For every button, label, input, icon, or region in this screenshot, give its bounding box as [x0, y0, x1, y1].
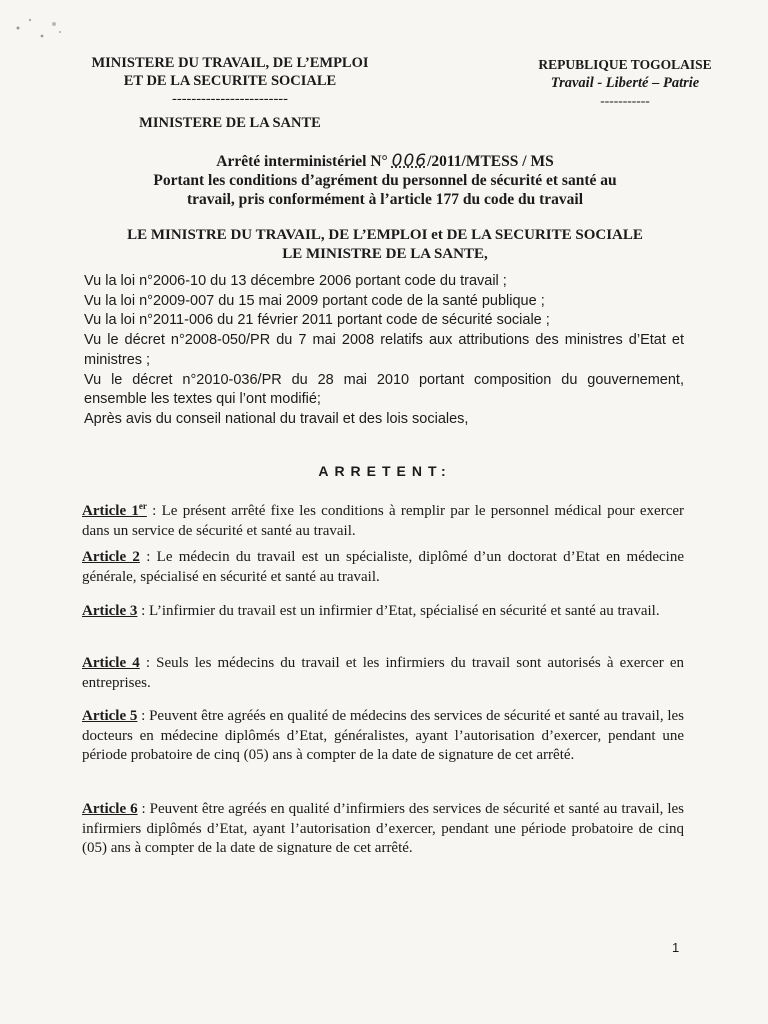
- visa-item: Vu la loi n°2009-007 du 15 mai 2009 portant code de la santé publique ;: [84, 292, 545, 309]
- article-2-text: : Le médecin du travail est un spécialiste, diplômé d’un doctorat d’Etat en médecine générale, spécialisé en sécurité et santé au travail.: [82, 549, 684, 585]
- article-6: [82, 800, 684, 859]
- decree-number-line: [60, 152, 710, 171]
- article-4-label: Article 4: [82, 655, 140, 671]
- page-number: 1: [672, 940, 680, 955]
- article-6-label: Article 6: [82, 801, 138, 817]
- article-3: [82, 602, 684, 622]
- article-5-text: : Peuvent être agréés en qualité de médecins des services de sécurité et santé au travail, les docteurs en médecine diplômés d’Etat, généralistes, ayant l’autorisation d’exercer, pendant une période probatoire de cinq (05) ans à compter de la date de signature de cet arrêté.: [82, 708, 684, 763]
- article-1: [82, 497, 684, 541]
- header-divider-right: -----------: [600, 93, 650, 108]
- arretent-heading: ARRETENT:: [318, 463, 452, 479]
- decree-suffix: /2011/MTESS / MS: [427, 153, 554, 170]
- visa-item: Après avis du conseil national du travail et des lois sociales,: [84, 410, 469, 427]
- ministry-name-line1: MINISTERE DU TRAVAIL, DE L’EMPLOI: [91, 55, 369, 71]
- article-3-text: : L’infirmier du travail est un infirmier d’Etat, spécialisé en sécurité et santé au travail.: [137, 603, 660, 619]
- article-5-label: Article 5: [82, 708, 138, 724]
- decree-title: [60, 152, 710, 209]
- republic-header: [510, 56, 740, 110]
- republic-motto: Travail - Liberté – Patrie: [550, 75, 700, 91]
- visa-item: Vu le décret n°2010-036/PR du 28 mai 2010 portant composition du gouvernement, ensemble les textes qui l’ont modifié;: [84, 371, 684, 408]
- ministry-health: MINISTERE DE LA SANTE: [139, 115, 321, 131]
- scan-noise-mark: [8, 6, 68, 46]
- visas-list: [84, 272, 684, 430]
- article-1-label: Article 1er: [82, 501, 147, 519]
- republic-name: REPUBLIQUE TOGOLAISE: [538, 57, 712, 72]
- article-5: [82, 707, 684, 766]
- ministry-name-line2: ET DE LA SECURITE SOCIALE: [123, 73, 337, 89]
- header-divider-left: ------------------------: [172, 91, 288, 107]
- decree-number: 006: [391, 151, 428, 171]
- visa-item: Vu la loi n°2011-006 du 21 février 2011 portant code de sécurité sociale ;: [84, 312, 550, 329]
- visa-item: Vu la loi n°2006-10 du 13 décembre 2006 portant code du travail ;: [84, 273, 507, 289]
- article-1-text: : Le présent arrêté fixe les conditions à remplir par le personnel médical pour exercer dans un service de sécurité et santé au travail.: [82, 503, 684, 539]
- ministers-heading: [60, 226, 710, 264]
- ministry-header: [60, 54, 400, 132]
- article-2: [82, 548, 684, 587]
- article-4: [82, 654, 684, 693]
- article-3-label: Article 3: [82, 603, 138, 619]
- decree-prefix: Arrêté interministériel N°: [216, 153, 388, 170]
- decree-subject-line2: travail, pris conformément à l’article 177 du code du travail: [186, 191, 584, 208]
- visa-item: Vu le décret n°2008-050/PR du 7 mai 2008 relatifs aux attributions des ministres d’Etat et ministres ;: [84, 332, 684, 368]
- article-4-text: : Seuls les médecins du travail et les infirmiers du travail sont autorisés à exercer en entreprises.: [82, 655, 684, 691]
- minister-labour: LE MINISTRE DU TRAVAIL, DE L’EMPLOI et DE LA SECURITE SOCIALE: [127, 227, 643, 243]
- minister-health: LE MINISTRE DE LA SANTE,: [282, 246, 488, 262]
- article-2-label: Article 2: [82, 549, 140, 565]
- article-6-text: : Peuvent être agréés en qualité d’infirmiers des services de sécurité et santé au travail, les infirmiers diplômés d’Etat, ayant l’autorisation d’exercer, pendant une période probatoire de cinq (05) ans à compter de la date de signature de cet arrêté.: [82, 801, 685, 856]
- decree-subject-line1: Portant les conditions d’agrément du personnel de sécurité et santé au: [153, 172, 617, 189]
